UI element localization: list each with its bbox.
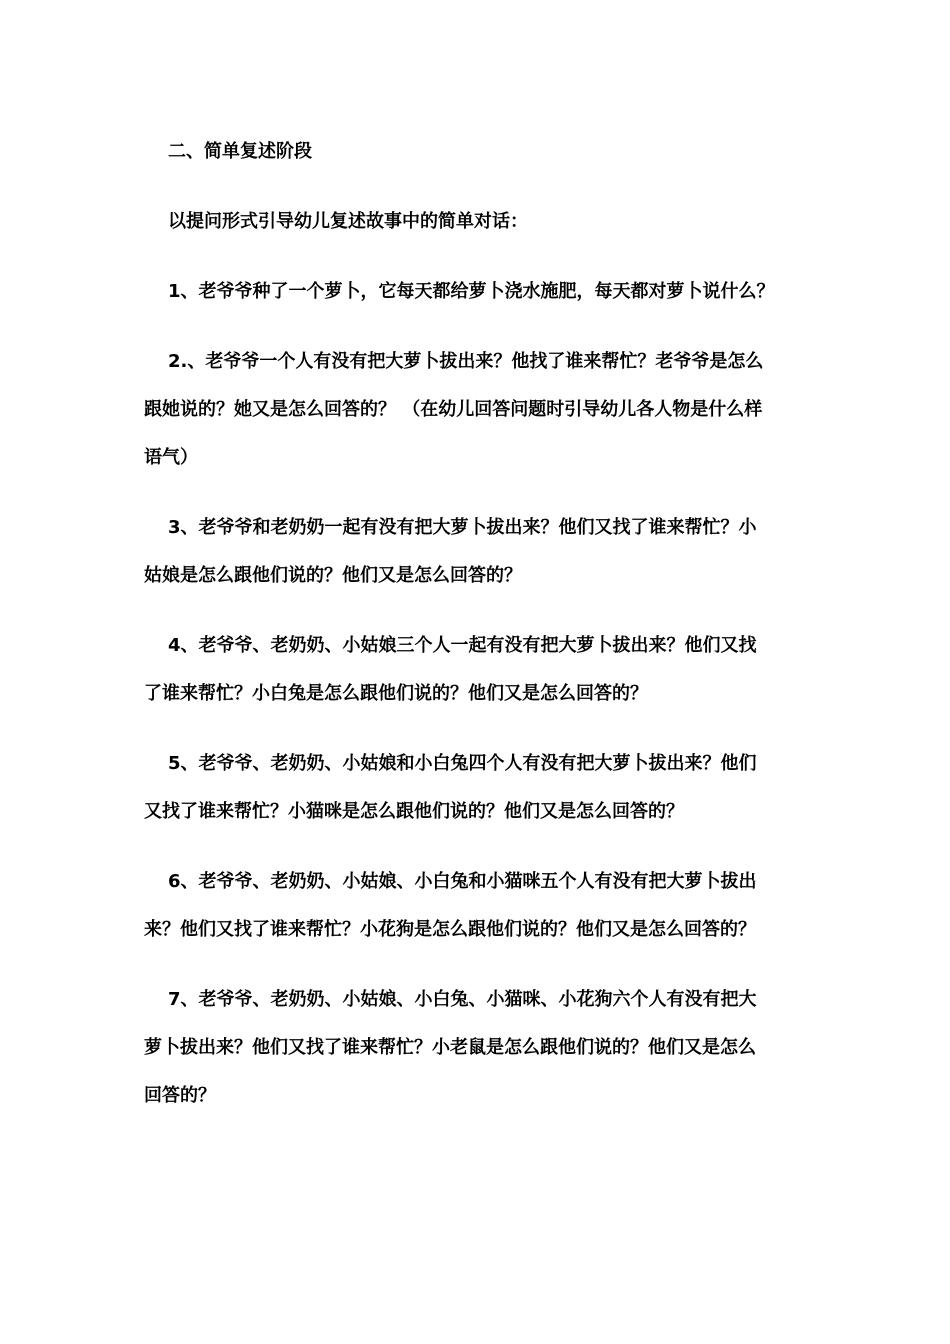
question-line: 2.、老爷爷一个人有没有把大萝卜拔出来？他找了谁来帮忙？老爷爷是怎么 xyxy=(168,351,764,372)
question-line: 跟她说的？她又是怎么回答的？ （在幼儿回答问题时引导幼儿各人物是什么样 xyxy=(144,399,763,420)
question-line: 5、老爷爷、老奶奶、小姑娘和小白兔四个人有没有把大萝卜拔出来？他们 xyxy=(168,753,757,774)
question-line: 7、老爷爷、老奶奶、小姑娘、小白兔、小猫咪、小花狗六个人有没有把大 xyxy=(168,989,757,1010)
section-title: 二、简单复述阶段 xyxy=(168,141,312,162)
question-line: 来？他们又找了谁来帮忙？小花狗是怎么跟他们说的？他们又是怎么回答的？ xyxy=(144,919,756,940)
question-line: 姑娘是怎么跟他们说的？他们又是怎么回答的？ xyxy=(144,565,522,586)
question-line: 了谁来帮忙？小白兔是怎么跟他们说的？他们又是怎么回答的？ xyxy=(144,683,648,704)
question-line: 萝卜拔出来？他们又找了谁来帮忙？小老鼠是怎么跟他们说的？他们又是怎么 xyxy=(144,1037,756,1058)
question-item xyxy=(144,858,804,954)
question-item xyxy=(144,622,804,718)
document-body xyxy=(144,128,804,1120)
question-line: 1、老爷爷种了一个萝卜，它每天都给萝卜浇水施肥，每天都对萝卜说什么？ xyxy=(168,281,775,302)
question-line: 6、老爷爷、老奶奶、小姑娘、小白兔和小猫咪五个人有没有把大萝卜拔出 xyxy=(168,871,757,892)
question-line: 4、老爷爷、老奶奶、小姑娘三个人一起有没有把大萝卜拔出来？他们又找 xyxy=(168,635,757,656)
question-line: 回答的？ xyxy=(144,1085,216,1106)
question-item xyxy=(144,740,804,836)
question-line: 3、老爷爷和老奶奶一起有没有把大萝卜拔出来？他们又找了谁来帮忙？小 xyxy=(168,517,757,538)
question-item xyxy=(144,268,804,316)
question-line: 又找了谁来帮忙？小猫咪是怎么跟他们说的？他们又是怎么回答的？ xyxy=(144,801,684,822)
intro-paragraph: 以提问形式引导幼儿复述故事中的简单对话： xyxy=(168,211,528,232)
question-item xyxy=(144,504,804,600)
question-list xyxy=(144,268,804,1120)
question-item xyxy=(144,338,804,482)
question-item xyxy=(144,976,804,1120)
question-line: 语气） xyxy=(144,447,198,468)
